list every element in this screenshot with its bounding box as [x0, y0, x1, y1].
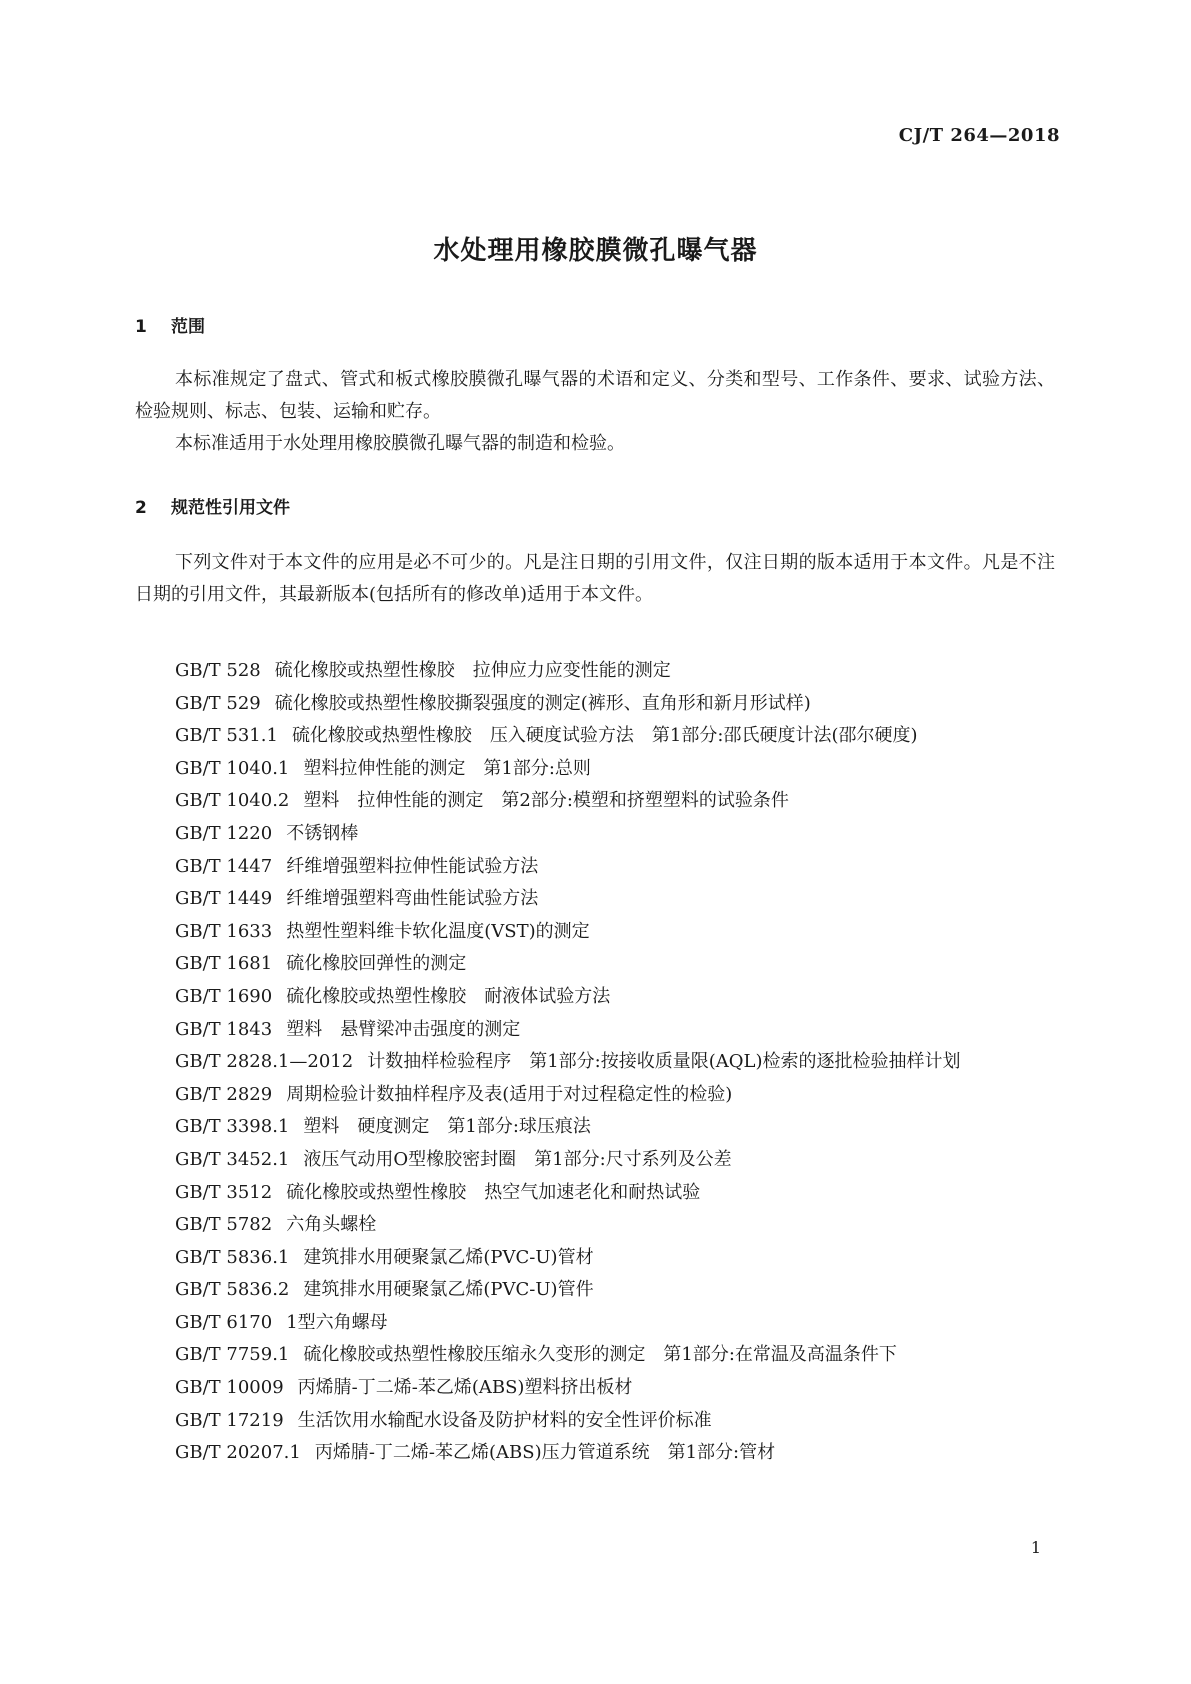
reference-title: 丙烯腈-丁二烯-苯乙烯(ABS)塑料挤出板材 — [297, 1377, 633, 1399]
reference-title: 硫化橡胶或热塑性橡胶 热空气加速老化和耐热试验 — [286, 1181, 701, 1203]
reference-title: 硫化橡胶或热塑性橡胶 压入硬度试验方法 第1部分:邵氏硬度计法(邵尔硬度) — [291, 725, 918, 747]
reference-item — [135, 1209, 1055, 1242]
reference-title: 不锈钢棒 — [286, 822, 359, 844]
reference-item — [135, 1437, 1055, 1470]
reference-code: GB/T 5836.1 — [175, 1246, 290, 1268]
section-1-number: 1 — [135, 317, 147, 337]
reference-code: GB/T 1633 — [175, 920, 273, 942]
reference-title: 塑料 拉伸性能的测定 第2部分:模塑和挤塑塑料的试验条件 — [303, 790, 789, 812]
reference-item — [135, 1405, 1055, 1438]
reference-code: GB/T 3452.1 — [175, 1148, 290, 1170]
standard-code: CJ/T 264—2018 — [898, 125, 1060, 146]
reference-title: 丙烯腈-丁二烯-苯乙烯(ABS)压力管道系统 第1部分:管材 — [314, 1442, 776, 1464]
reference-item — [135, 655, 1055, 688]
reference-code: GB/T 5836.2 — [175, 1279, 290, 1301]
reference-code: GB/T 6170 — [175, 1311, 273, 1333]
reference-item — [135, 851, 1055, 884]
reference-item — [135, 1079, 1055, 1112]
document-title: 水处理用橡胶膜微孔曝气器 — [433, 236, 758, 266]
reference-title: 硫化橡胶或热塑性橡胶压缩永久变形的测定 第1部分:在常温及高温条件下 — [303, 1344, 897, 1366]
reference-item — [135, 1307, 1055, 1340]
reference-code: GB/T 1040.1 — [175, 757, 290, 779]
reference-title: 1型六角螺母 — [286, 1311, 388, 1333]
reference-code: GB/T 10009 — [175, 1377, 284, 1399]
reference-title: 纤维增强塑料拉伸性能试验方法 — [286, 855, 539, 877]
section-2-intro: 下列文件对于本文件的应用是必不可少的。凡是注日期的引用文件，仅注日期的版本适用于本文件。凡是不注日期的引用文件，其最新版本(包括所有的修改单)适用于本文件。 — [135, 552, 1055, 605]
reference-code: GB/T 7759.1 — [175, 1344, 290, 1366]
reference-code: GB/T 1447 — [175, 855, 273, 877]
reference-code: GB/T 1843 — [175, 1018, 273, 1040]
reference-item — [135, 753, 1055, 786]
reference-title: 硫化橡胶或热塑性橡胶 拉伸应力应变性能的测定 — [274, 660, 671, 681]
reference-title: 硫化橡胶或热塑性橡胶撕裂强度的测定(裤形、直角形和新月形试样) — [274, 692, 811, 714]
reference-code: GB/T 1681 — [175, 953, 273, 975]
reference-code: GB/T 1040.2 — [175, 790, 290, 812]
section-2-heading — [135, 493, 290, 518]
reference-item — [135, 1274, 1055, 1307]
reference-title: 计数抽样检验程序 第1部分:按接收质量限(AQL)检索的逐批检验抽样计划 — [367, 1051, 961, 1073]
reference-item — [135, 981, 1055, 1014]
reference-code: GB/T 531.1 — [175, 725, 278, 747]
reference-code: GB/T 1690 — [175, 985, 273, 1007]
reference-item — [135, 883, 1055, 916]
reference-title: 生活饮用水输配水设备及防护材料的安全性评价标准 — [297, 1409, 712, 1431]
reference-item — [135, 1177, 1055, 1210]
page-number: 1 — [1030, 1538, 1041, 1557]
reference-code: GB/T 20207.1 — [175, 1442, 301, 1464]
reference-title: 液压气动用O型橡胶密封圈 第1部分:尺寸系列及公差 — [303, 1148, 732, 1170]
reference-item — [135, 1111, 1055, 1144]
section-1-heading — [135, 312, 205, 337]
reference-item — [135, 785, 1055, 818]
reference-code: GB/T 3512 — [175, 1181, 273, 1203]
reference-item — [135, 1046, 1055, 1079]
section-1-paragraph-1: 本标准规定了盘式、管式和板式橡胶膜微孔曝气器的术语和定义、分类和型号、工作条件、要求、试验方法、检验规则、标志、包装、运输和贮存。 — [135, 369, 1055, 422]
reference-item — [135, 720, 1055, 753]
reference-code: GB/T 2828.1—2012 — [175, 1051, 354, 1073]
reference-item — [135, 1014, 1055, 1047]
reference-item — [135, 916, 1055, 949]
section-1-title: 范围 — [171, 317, 205, 337]
reference-code: GB/T 2829 — [175, 1083, 273, 1105]
reference-code: GB/T 1449 — [175, 888, 273, 910]
reference-code: GB/T 528 — [175, 660, 261, 681]
reference-list — [135, 655, 1055, 1470]
section-1-paragraph-2: 本标准适用于水处理用橡胶膜微孔曝气器的制造和检验。 — [175, 433, 625, 454]
reference-title: 硫化橡胶或热塑性橡胶 耐液体试验方法 — [286, 985, 611, 1007]
reference-item — [135, 688, 1055, 721]
reference-code: GB/T 17219 — [175, 1409, 284, 1431]
reference-title: 塑料 悬臂梁冲击强度的测定 — [286, 1018, 521, 1040]
reference-item — [135, 1372, 1055, 1405]
reference-item — [135, 1144, 1055, 1177]
reference-code: GB/T 3398.1 — [175, 1116, 290, 1138]
section-2-title: 规范性引用文件 — [171, 498, 290, 518]
reference-code: GB/T 1220 — [175, 822, 273, 844]
reference-code: GB/T 5782 — [175, 1214, 273, 1236]
reference-title: 周期检验计数抽样程序及表(适用于对过程稳定性的检验) — [286, 1083, 733, 1105]
reference-item — [135, 1242, 1055, 1275]
reference-item — [135, 1339, 1055, 1372]
reference-item — [135, 818, 1055, 851]
reference-title: 塑料 硬度测定 第1部分:球压痕法 — [303, 1116, 591, 1138]
reference-title: 塑料拉伸性能的测定 第1部分:总则 — [303, 757, 591, 779]
reference-title: 建筑排水用硬聚氯乙烯(PVC-U)管件 — [303, 1279, 594, 1301]
reference-title: 建筑排水用硬聚氯乙烯(PVC-U)管材 — [303, 1246, 594, 1268]
reference-title: 硫化橡胶回弹性的测定 — [286, 953, 467, 975]
reference-title: 热塑性塑料维卡软化温度(VST)的测定 — [286, 920, 590, 942]
reference-code: GB/T 529 — [175, 692, 261, 714]
reference-title: 纤维增强塑料弯曲性能试验方法 — [286, 888, 539, 910]
section-2-number: 2 — [135, 498, 147, 518]
reference-title: 六角头螺栓 — [286, 1214, 377, 1236]
reference-item — [135, 948, 1055, 981]
